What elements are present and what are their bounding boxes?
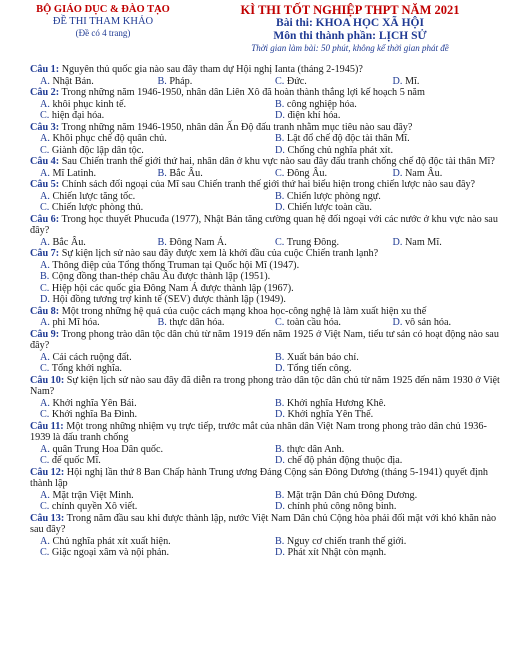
question-text [30,156,500,168]
exam-title: KÌ THI TỐT NGHIỆP THPT NĂM 2021 [240,3,460,17]
option-letter: C. [275,236,285,248]
option-letter: C. [275,317,285,328]
option-text: Phát xít Nhật còn mạnh. [287,547,387,558]
question-stem: Một trong những nhiệm vụ trực tiếp, trước mắt của nhân dân Việt Nam trong phong trào dân chủ 1936-1939 là đấu tranh chống [30,420,487,443]
option-text: Chiến lược phòng thủ. [51,202,144,213]
answer-option[interactable] [30,398,265,410]
question-number: Câu 5: [30,179,60,190]
option-letter: A. [40,317,50,328]
option-letter: A. [40,75,50,87]
option-letter: D. [275,144,285,156]
question-text [30,329,500,352]
question-text [30,214,500,237]
question-number: Câu 11: [30,420,64,432]
option-text: Nhật Bản. [52,75,94,87]
option-letter: D. [392,167,403,179]
option-text: Pháp. [169,75,193,87]
option-text: Mặt trận Việt Minh. [52,489,134,501]
option-letter: A. [40,190,50,202]
option-letter: D. [392,317,403,328]
option-letter: B. [157,317,167,328]
answer-option[interactable] [30,363,265,375]
answer-option[interactable] [30,260,500,272]
option-text: Mĩ Latinh. [52,167,97,179]
option-text: Chủ nghĩa phát xít xuất hiện. [52,535,171,547]
answer-option[interactable] [265,191,500,203]
question-item [30,214,500,249]
option-text: Giành độc lập dân tộc. [51,144,144,156]
option-letter: A. [40,133,50,144]
answer-option[interactable] [265,490,500,502]
answer-option[interactable] [383,76,501,88]
answer-option[interactable] [383,168,501,180]
option-text: Khởi nghĩa Yên Thế. [287,409,374,420]
question-number: Câu 2: [30,87,60,98]
option-text: Tổng khởi nghĩa. [51,363,122,374]
question-stem: Sau Chiến tranh thế giới thứ hai, nhân dân ở khu vực nào sau đây đấu tranh chống chế độ độc tài thân Mĩ? [61,156,495,167]
question-number: Câu 1: [30,64,60,75]
option-text: chính quyền Xô viết. [51,501,138,512]
answer-option[interactable] [30,455,265,467]
answer-option[interactable] [265,76,383,88]
option-letter: A. [40,397,50,409]
option-letter: A. [40,443,50,455]
option-text: Hiệp hội các quốc gia Đông Nam Á được thành lập (1967). [51,282,294,294]
option-text: Đức. [286,75,307,87]
answer-option[interactable] [265,455,500,467]
answer-options [30,352,500,375]
answer-options [30,191,500,214]
question-number: Câu 10: [30,374,65,386]
option-letter: A. [40,236,50,248]
option-letter: C. [40,282,50,294]
option-text: Giặc ngoại xâm và nội phản. [51,547,170,558]
option-text: hiện đại hóa. [51,110,105,121]
answer-option[interactable] [265,110,500,122]
question-item [30,329,500,375]
answer-option[interactable] [30,99,265,111]
option-letter: C. [40,547,50,558]
option-text: Hội đồng tương trợ kinh tế (SEV) được thành lập (1949). [52,294,286,305]
answer-option[interactable] [30,444,265,456]
option-text: khôi phục kinh tế. [52,98,127,110]
option-text: Xuất bản báo chí. [286,351,359,363]
answer-option[interactable] [30,536,265,548]
option-text: Khởi nghĩa Hương Khê. [286,397,386,409]
option-text: Nam Mĩ. [404,236,442,248]
question-number: Câu 6: [30,213,60,225]
option-letter: B. [157,75,167,87]
option-text: thực dân Anh. [286,443,345,455]
option-letter: B. [157,236,167,248]
test-name: Bài thi: KHOA HỌC XÃ HỘI [276,17,424,29]
option-text: Bắc Âu. [169,167,203,179]
option-letter: D. [275,501,285,512]
option-text: Bắc Âu. [52,236,86,248]
exam-header [0,4,511,54]
option-text: vô sản hóa. [404,317,452,328]
option-text: Trung Đông. [286,236,339,248]
questions-list [30,64,500,559]
question-number: Câu 7: [30,248,60,259]
answer-option[interactable] [30,317,148,329]
question-item [30,248,500,306]
answer-option[interactable] [265,317,383,329]
answer-option[interactable] [148,317,266,329]
answer-option[interactable] [265,398,500,410]
header-left [18,4,188,39]
question-number: Câu 8: [30,305,60,317]
question-number: Câu 12: [30,466,65,478]
answer-option[interactable] [30,110,265,122]
question-text [30,64,500,76]
answer-option[interactable] [30,76,148,88]
answer-options [30,260,500,306]
answer-option[interactable] [383,317,501,329]
question-item [30,306,500,329]
option-text: phi Mĩ hóa. [52,317,100,328]
ministry-name: BỘ GIÁO DỤC & ĐÀO TẠO [36,4,170,15]
answer-option[interactable] [265,145,500,157]
question-text [30,375,500,398]
page-count: (Đề có 4 trang) [75,28,131,38]
question-text [30,467,500,490]
option-text: quân Trung Hoa Dân quốc. [52,443,164,455]
option-letter: B. [275,351,285,363]
question-stem: Trong phong trào dân tộc dân chủ từ năm 1919 đến năm 1925 ở Việt Nam, tiểu tư sản có hoạt động nào sau đây? [30,328,499,351]
header-right [200,4,500,54]
subject-name: Môn thi thành phần: LỊCH SỬ [273,30,427,42]
answer-option[interactable] [265,536,500,548]
option-text: Cải cách ruộng đất. [52,351,132,363]
answer-options [30,237,500,249]
option-text: Mĩ. [404,75,420,87]
question-number: Câu 13: [30,512,65,524]
question-number: Câu 9: [30,328,60,340]
option-text: Khởi nghĩa Yên Bái. [52,397,137,409]
answer-option[interactable] [30,145,265,157]
option-letter: B. [157,167,167,179]
question-item [30,122,500,157]
option-letter: C. [40,409,50,420]
question-item [30,467,500,513]
answer-option[interactable] [265,501,500,513]
option-letter: A. [40,351,50,363]
question-stem: Trong những năm 1946-1950, nhân dân Ấn Độ đấu tranh nhằm mục tiêu nào sau đây? [61,121,413,133]
option-letter: D. [275,547,285,558]
option-text: Tổng tiến công. [287,363,352,374]
option-letter: D. [392,236,403,248]
option-text: Cộng đồng than-thép châu Âu được thành lập (1951). [51,271,271,282]
option-letter: B. [275,535,285,547]
option-text: Đông Nam Á. [169,236,227,248]
answer-option[interactable] [265,444,500,456]
answer-option[interactable] [265,237,383,249]
question-text [30,122,500,134]
question-text [30,87,500,99]
option-text: chế độ phản động thuộc địa. [287,455,403,466]
option-text: chính phủ công nông binh. [287,501,397,512]
answer-option[interactable] [30,237,148,249]
answer-option[interactable] [265,547,500,559]
option-letter: C. [40,455,50,466]
question-number: Câu 3: [30,121,60,133]
option-text: Khởi nghĩa Ba Đình. [51,409,138,420]
answer-options [30,536,500,559]
question-item [30,421,500,467]
question-stem: Trong học thuyết Phucuđa (1977), Nhật Bản tăng cường quan hệ đối ngoại với các nước ở khu vực nào sau đây? [30,213,498,236]
answer-option[interactable] [265,168,383,180]
answer-option[interactable] [30,352,265,364]
option-text: thực dân hóa. [169,317,225,328]
option-letter: C. [275,75,285,87]
option-text: toàn cầu hóa. [286,317,341,328]
time-note: Thời gian làm bài: 50 phút, không kể thời gian phát đề [251,43,449,53]
answer-option[interactable] [30,409,265,421]
question-item [30,179,500,214]
option-text: Chiến lược tăng tốc. [52,190,136,202]
option-text: Thông điệp của Tổng thống Truman tại Quốc hội Mĩ (1947). [52,259,300,271]
answer-option[interactable] [148,168,266,180]
question-number: Câu 4: [30,156,60,167]
question-text [30,306,500,318]
option-letter: B. [275,489,285,501]
answer-option[interactable] [30,271,500,283]
answer-option[interactable] [265,363,500,375]
answer-option[interactable] [265,202,500,214]
option-letter: D. [275,455,285,466]
option-letter: D. [392,75,403,87]
question-item [30,87,500,122]
answer-option[interactable] [30,168,148,180]
option-letter: D. [275,202,285,213]
option-letter: A. [40,259,50,271]
answer-options [30,99,500,122]
question-text [30,513,500,536]
answer-options [30,490,500,513]
option-letter: B. [275,397,285,409]
question-item [30,156,500,179]
option-letter: B. [275,443,285,455]
option-text: Lật đổ chế độ độc tài thân Mĩ. [286,133,410,144]
option-letter: D. [40,294,50,305]
question-item [30,513,500,559]
option-text: Nam Âu. [404,167,443,179]
answer-option[interactable] [30,283,500,295]
question-stem: Trong năm đầu sau khi được thành lập, nước Việt Nam Dân chủ Cộng hòa phải đối mặt với khó khăn nào sau đây? [30,512,497,535]
option-letter: C. [40,501,50,512]
question-item [30,64,500,87]
option-letter: B. [275,190,285,202]
answer-option[interactable] [30,202,265,214]
option-text: Chống chủ nghĩa phát xít. [287,144,393,156]
answer-options [30,398,500,421]
question-stem: Chính sách đối ngoại của Mĩ sau Chiến tranh thế giới thứ hai biểu hiện trong chiến lược nào sau đây? [61,179,476,190]
option-letter: A. [40,535,50,547]
answer-option[interactable] [30,490,265,502]
answer-options [30,133,500,156]
option-text: Chiến lược toàn cầu. [287,202,372,213]
question-stem: Sự kiện lịch sử nào sau đây đã diễn ra trong phong trào dân tộc dân chủ từ năm 1925 đến năm 1930 ở Việt Nam? [30,374,500,397]
answer-option[interactable] [148,76,266,88]
answer-option[interactable] [30,501,265,513]
option-letter: D. [275,110,285,121]
answer-options [30,444,500,467]
answer-option[interactable] [148,237,266,249]
option-text: Khôi phục chế độ quân chủ. [52,133,167,144]
option-letter: B. [275,133,285,144]
option-letter: C. [40,144,50,156]
option-letter: B. [275,98,285,110]
option-letter: C. [275,167,285,179]
answer-option[interactable] [30,294,500,306]
question-stem: Sự kiện lịch sử nào sau đây được xem là khởi đầu của cuộc Chiến tranh lạnh? [61,248,379,259]
question-text [30,179,500,191]
option-letter: D. [275,363,285,374]
option-letter: A. [40,98,50,110]
question-stem: Hội nghị lần thứ 8 Ban Chấp hành Trung ương Đảng Cộng sản Đông Dương (tháng 5-1941) quyết định thành lập [30,466,489,489]
question-stem: Nguyên thủ quốc gia nào sau đây tham dự Hội nghị Ianta (tháng 2-1945)? [61,64,363,75]
option-text: Mặt trận Dân chủ Đông Dương. [286,489,418,501]
question-stem: Một trong những hệ quả của cuộc cách mạng khoa học-công nghệ là làm xuất hiện xu thế [61,305,427,317]
answer-option[interactable] [30,191,265,203]
question-stem: Trong những năm 1946-1950, nhân dân Liên Xô đã hoàn thành thắng lợi kế hoạch 5 năm [61,87,425,98]
answer-options [30,168,500,180]
option-text: điện khí hóa. [287,110,341,121]
answer-option[interactable] [30,547,265,559]
option-text: Nguy cơ chiến tranh thế giới. [286,535,407,547]
option-letter: B. [40,271,50,282]
option-text: Đông Âu. [286,167,328,179]
answer-option[interactable] [265,409,500,421]
answer-option[interactable] [30,133,265,145]
question-item [30,375,500,421]
question-text [30,421,500,444]
option-letter: C. [40,363,50,374]
option-text: công nghiệp hóa. [286,98,357,110]
answer-option[interactable] [265,133,500,145]
option-text: Chiến lược phòng ngự. [286,190,381,202]
answer-options [30,76,500,88]
option-letter: D. [275,409,285,420]
answer-options [30,317,500,329]
option-letter: C. [40,110,50,121]
option-letter: A. [40,489,50,501]
option-text: đế quốc Mĩ. [51,455,101,466]
exam-reference: ĐỀ THI THAM KHẢO [52,16,154,27]
option-letter: A. [40,167,50,179]
answer-option[interactable] [265,99,500,111]
answer-option[interactable] [265,352,500,364]
answer-option[interactable] [383,237,501,249]
option-letter: C. [40,202,50,213]
question-text [30,248,500,260]
